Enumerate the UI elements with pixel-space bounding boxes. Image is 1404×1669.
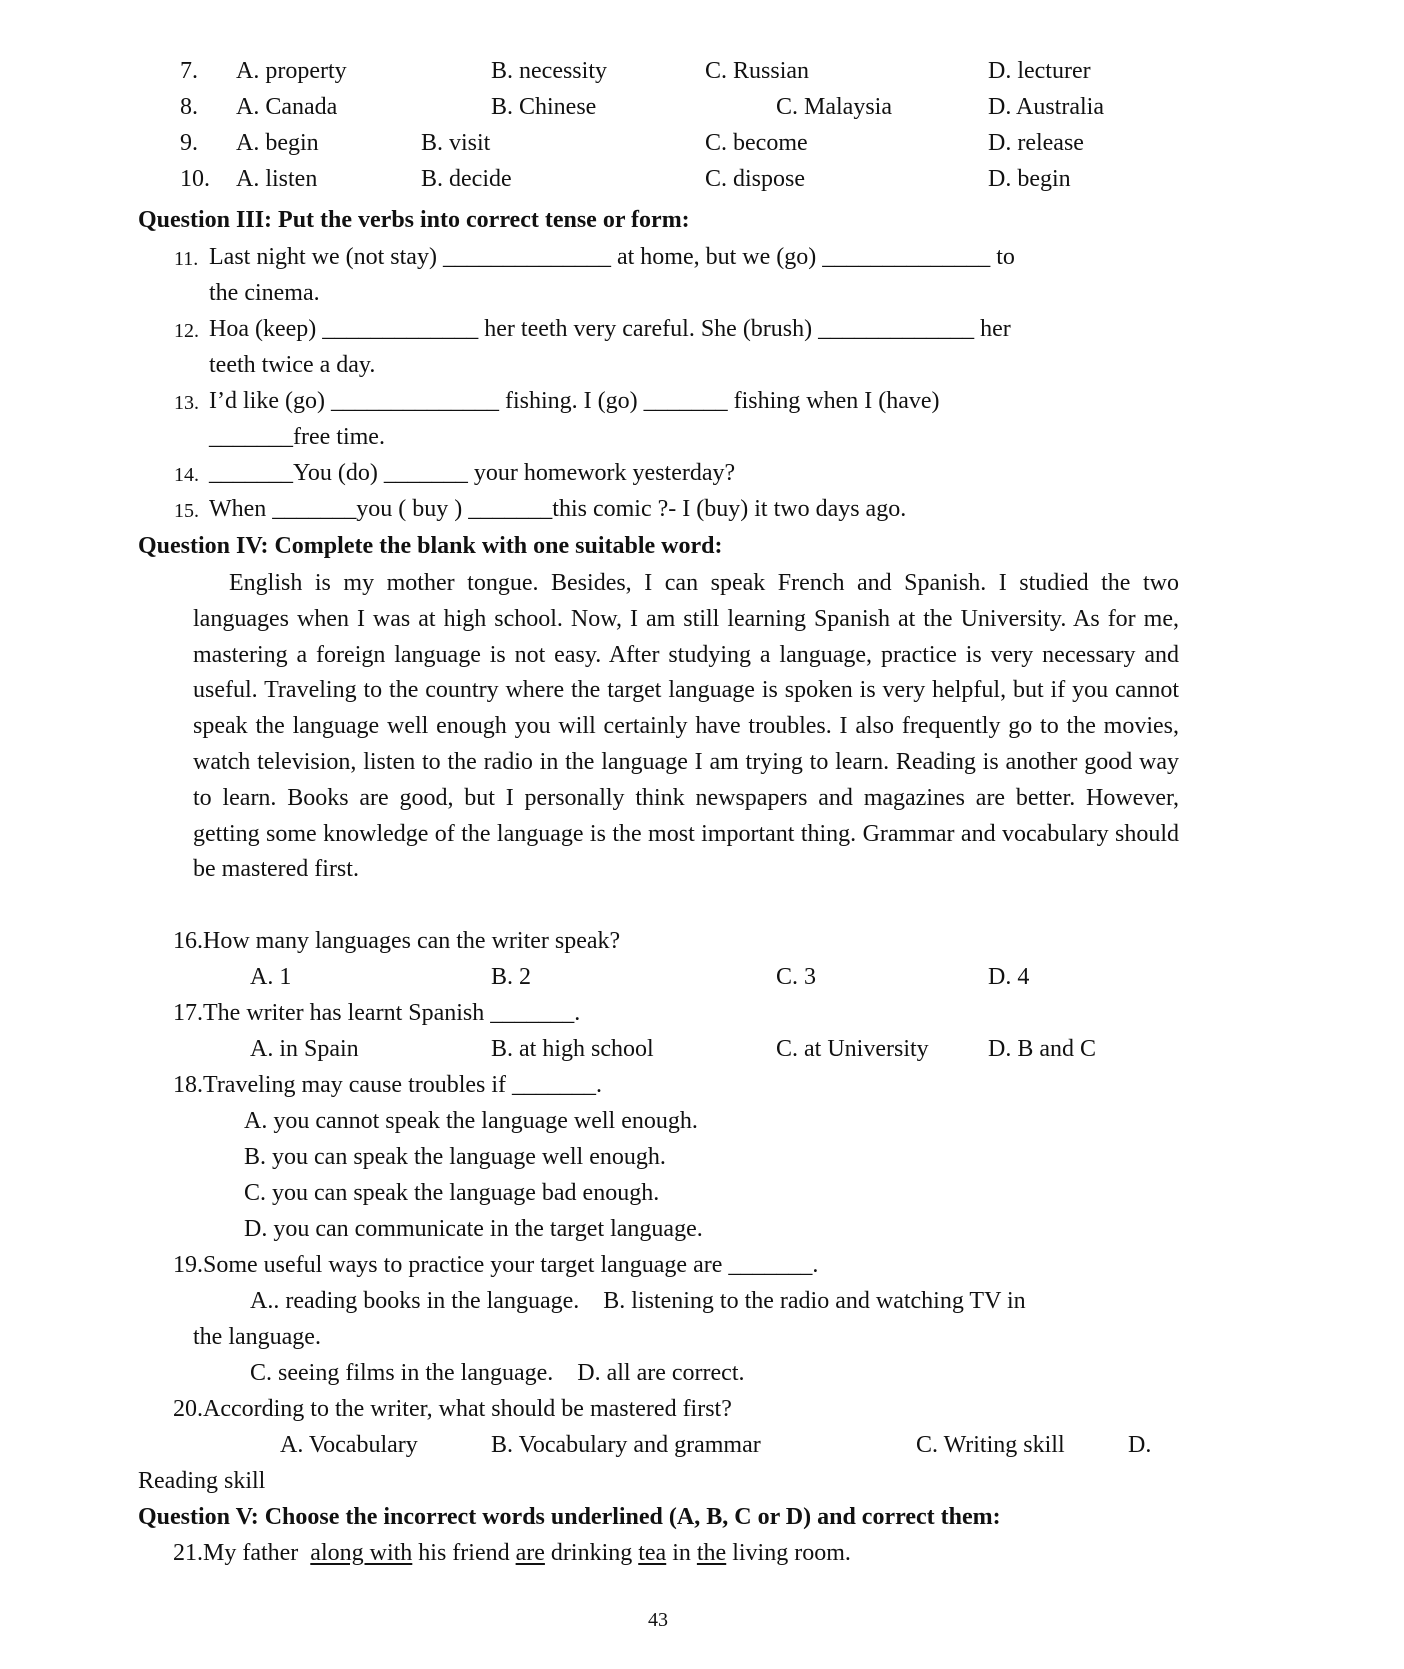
option-c: C. 3 — [776, 964, 817, 990]
q21-text: in — [666, 1540, 697, 1566]
question-stem: 18.Traveling may cause troubles if _______. — [173, 1072, 603, 1098]
underlined-option-c: tea — [638, 1540, 667, 1566]
section-heading: Question V: Choose the incorrect words underlined (A, B, C or D) and correct them: — [138, 1504, 1001, 1530]
option-a: A. Vocabulary — [280, 1432, 418, 1458]
underlined-option-d: the — [696, 1540, 727, 1566]
option-a: A. listen — [236, 166, 318, 192]
question-stem: 17.The writer has learnt Spanish _______. — [173, 1000, 581, 1026]
option-d: D. you can communicate in the target language. — [244, 1216, 703, 1242]
option-b: B. decide — [421, 166, 512, 192]
options-a-b: A.. reading books in the language. B. listening to the radio and watching TV in — [250, 1288, 1026, 1314]
option-d: D. — [1128, 1432, 1152, 1458]
item-number: 10. — [180, 166, 210, 192]
option-c: C. dispose — [705, 166, 806, 192]
option-d: D. B and C — [988, 1036, 1096, 1062]
underlined-option-a: along with — [310, 1540, 413, 1566]
question-line: teeth twice a day. — [209, 352, 376, 378]
option-a: A. you cannot speak the language well enough. — [244, 1108, 698, 1134]
q21-prefix: 21.My father — [173, 1540, 305, 1566]
option-c: C. become — [705, 130, 808, 156]
question-line: Hoa (keep) _____________ her teeth very careful. She (brush) _____________ her — [209, 316, 1011, 342]
option-b-continued: the language. — [193, 1324, 321, 1350]
option-c: C. Russian — [705, 58, 810, 84]
question-line: I’d like (go) ______________ fishing. I (go) _______ fishing when I (have) — [209, 388, 940, 414]
question-line: _______You (do) _______ your homework yesterday? — [209, 460, 736, 486]
option-b: B. visit — [421, 130, 491, 156]
option-c: C. Writing skill — [916, 1432, 1065, 1458]
option-a: A. Canada — [236, 94, 338, 120]
question-line: _______free time. — [209, 424, 385, 450]
item-number: 11. — [174, 248, 199, 270]
option-d: D. lecturer — [988, 58, 1091, 84]
question-stem — [173, 1538, 851, 1568]
question-line: the cinema. — [209, 280, 320, 306]
option-c: C. at University — [776, 1036, 929, 1062]
item-number: 12. — [174, 320, 199, 342]
option-b: B. necessity — [491, 58, 607, 84]
question-line: Last night we (not stay) ______________ at home, but we (go) ______________ to — [209, 244, 1015, 270]
option-b: B. 2 — [491, 964, 532, 990]
options-c-d: C. seeing films in the language. D. all are correct. — [250, 1360, 745, 1386]
item-number: 8. — [180, 94, 198, 120]
reading-passage: English is my mother tongue. Besides, I can speak French and Spanish. I studied the two languages when I was at high school. Now, I am still learning Spanish at the University. As for me, mastering a foreign language is not easy. After studying a language, practice is very necessary and useful. Traveling to the country where the target language is spoken is very helpful, but if you cannot speak the language well enough you will certainly have troubles. I also frequently go to the movies, watch television, listen to the radio in the language I am trying to learn. Reading is another good way to learn. Books are good, but I personally think newspapers and magazines are better. However, getting some knowledge of the language is the most important thing. Grammar and vocabulary should be mastered first. — [193, 570, 1179, 883]
option-d: D. 4 — [988, 964, 1030, 990]
option-a: A. in Spain — [250, 1036, 359, 1062]
section-heading: Question III: Put the verbs into correct tense or form: — [138, 207, 690, 233]
question-line: When _______you ( buy ) _______this comic ?- I (buy) it two days ago. — [209, 496, 907, 522]
q21-text: his friend — [412, 1540, 516, 1566]
q21-text: drinking — [544, 1540, 639, 1566]
option-d: D. begin — [988, 166, 1071, 192]
option-a: A. begin — [236, 130, 319, 156]
option-a: A. property — [236, 58, 347, 84]
q21-text: living room. — [726, 1540, 851, 1566]
option-b: B. at high school — [491, 1036, 654, 1062]
underlined-option-b: are — [515, 1540, 545, 1566]
question-stem: 20.According to the writer, what should be mastered first? — [173, 1396, 732, 1422]
option-d: D. release — [988, 130, 1084, 156]
option-b: B. Vocabulary and grammar — [491, 1432, 761, 1458]
section-heading: Question IV: Complete the blank with one suitable word: — [138, 533, 723, 559]
item-number: 15. — [174, 500, 199, 522]
question-stem: 19.Some useful ways to practice your target language are _______. — [173, 1252, 819, 1278]
item-number: 9. — [180, 130, 198, 156]
option-b: B. Chinese — [491, 94, 597, 120]
item-number: 13. — [174, 392, 199, 414]
question-stem: 16.How many languages can the writer speak? — [173, 928, 621, 954]
option-a: A. 1 — [250, 964, 292, 990]
item-number: 7. — [180, 58, 198, 84]
option-d-continued: Reading skill — [138, 1468, 266, 1494]
option-c: C. Malaysia — [776, 94, 892, 120]
option-c: C. you can speak the language bad enough. — [244, 1180, 660, 1206]
option-b: B. you can speak the language well enough. — [244, 1144, 666, 1170]
item-number: 14. — [174, 464, 199, 486]
option-d: D. Australia — [988, 94, 1104, 120]
page-number: 43 — [648, 1609, 668, 1631]
